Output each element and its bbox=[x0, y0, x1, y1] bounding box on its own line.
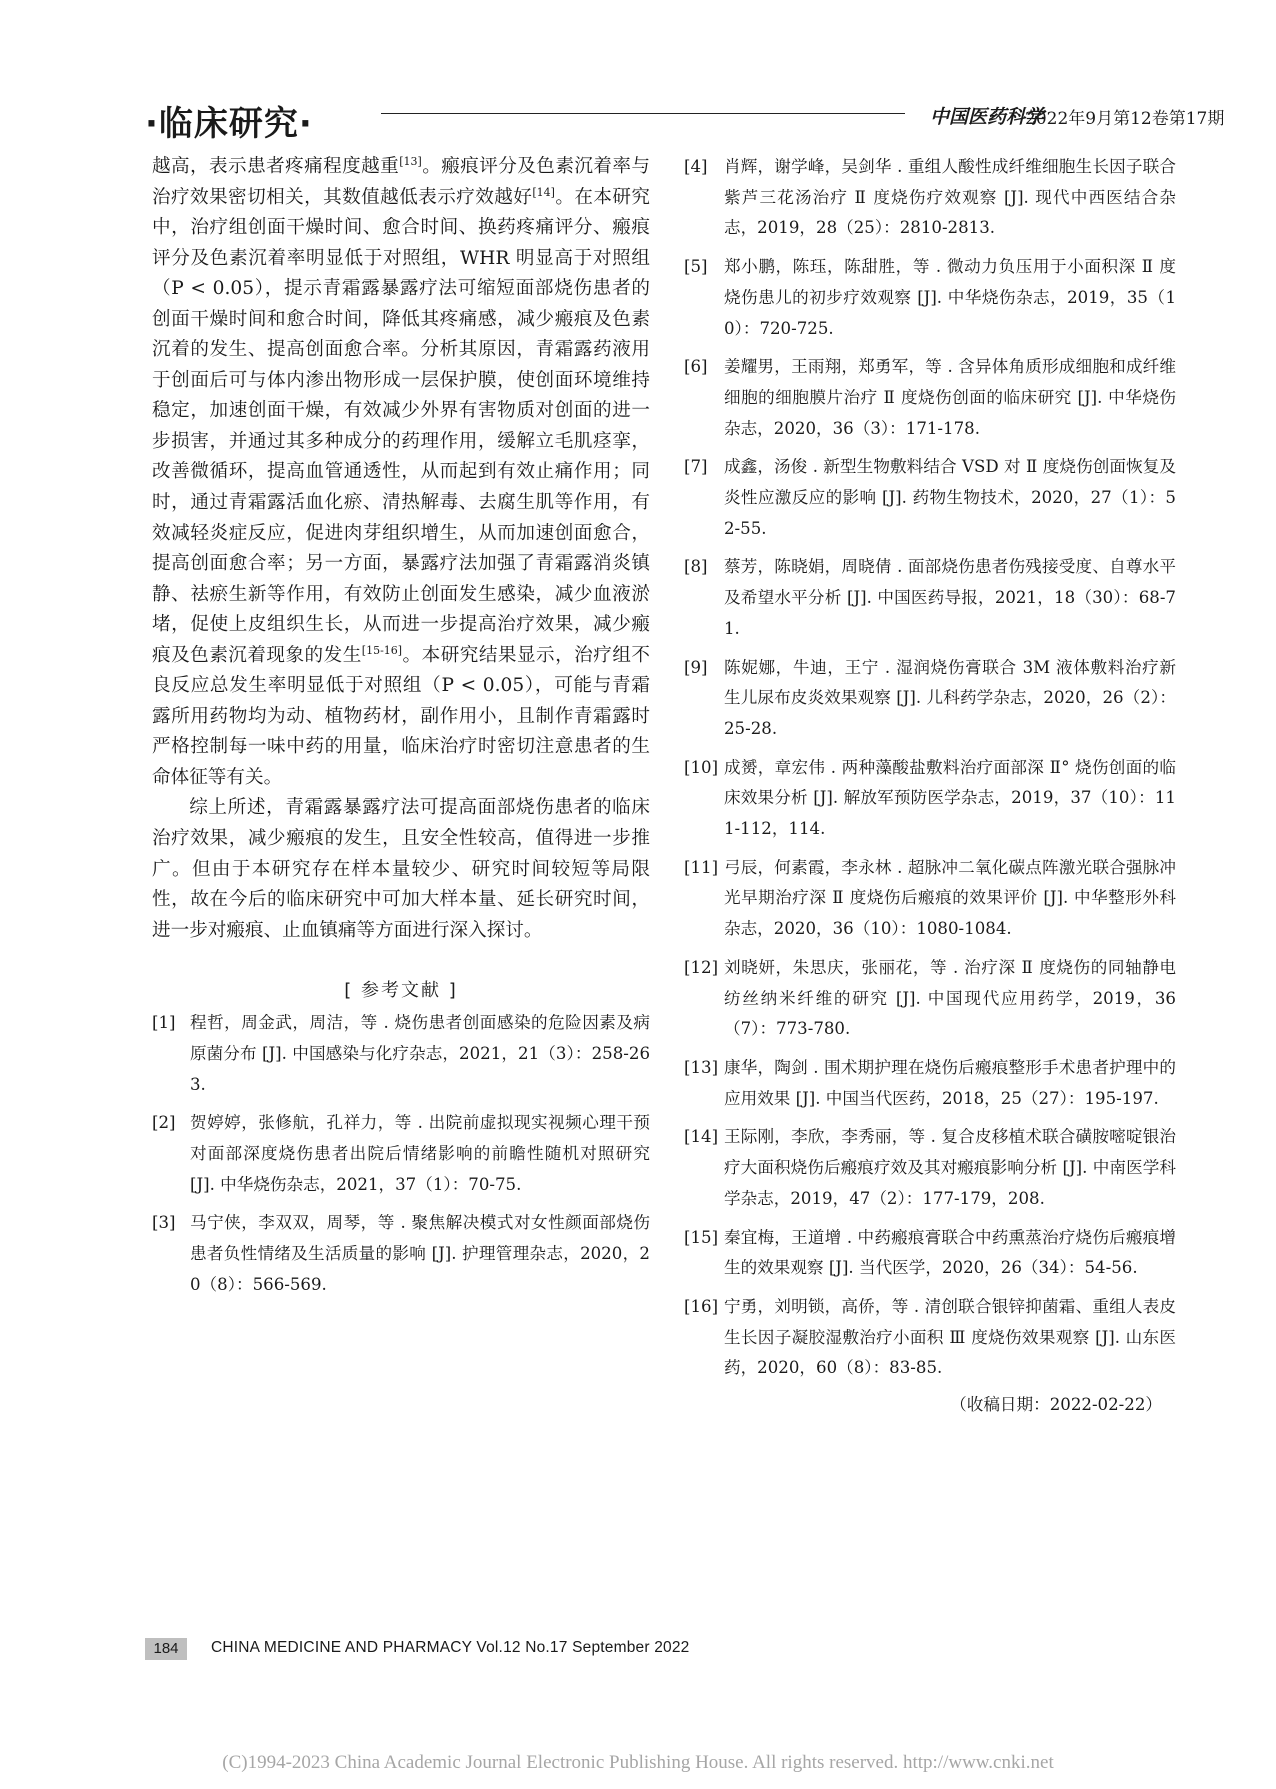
reference-item bbox=[684, 552, 1176, 644]
reference-item bbox=[684, 1053, 1176, 1114]
reference-text: 宁勇，刘明锁，高侨，等 . 清创联合银锌抑菌霜、重组人表皮生长因子凝胶湿敷治疗小面积 Ⅲ 度烧伤效果观察 [J]. 山东医药，2020，60（8）：83-85. bbox=[724, 1296, 1176, 1378]
reference-text: 弓辰，何素霞，李永林 . 超脉冲二氧化碳点阵激光联合强脉冲光早期治疗深 Ⅱ 度烧伤后瘢痕的效果评价 [J]. 中华整形外科杂志，2020，36（10）：1080-1084. bbox=[724, 857, 1176, 939]
reference-item bbox=[684, 452, 1176, 544]
header-rule bbox=[381, 113, 905, 114]
reference-text: 秦宜梅，王道增 . 中药瘢痕膏联合中药熏蒸治疗烧伤后瘢痕增生的效果观察 [J]. 当代医学，2020，26（34）：54-56. bbox=[724, 1227, 1176, 1278]
reference-number: [12] bbox=[684, 957, 719, 977]
body-paragraph-1 bbox=[152, 152, 650, 793]
reference-text: 肖辉，谢学峰，吴剑华 . 重组人酸性成纤维细胞生长因子联合紫芦三花汤治疗 Ⅱ 度烧伤疗效观察 [J]. 现代中西医结合杂志，2019，28（25）：2810-2813. bbox=[724, 157, 1176, 238]
reference-text: 蔡芳，陈晓娟，周晓倩 . 面部烧伤患者伤残接受度、自尊水平及希望水平分析 [J]. 中国医药导报，2021，18（30）：68-71. bbox=[724, 557, 1176, 638]
body-text-segment: 。本研究结果显示，治疗组不良反应总发生率明显低于对照组（P < 0.05），可能与青霜露所用药物均为动、植物药材，副作用小，且制作青霜露时严格控制每一味中药的用量，临床治疗时密切注意患者的生命体征等有关。 bbox=[152, 644, 650, 788]
page-number: 184 bbox=[145, 1638, 187, 1660]
body-text-segment: 越高，表示患者疼痛程度越重 bbox=[152, 156, 400, 177]
copyright-notice: (C)1994-2023 China Academic Journal Electronic Publishing House. All rights reserved. http://www.cnki.net bbox=[222, 1752, 1054, 1773]
reference-number: [11] bbox=[684, 857, 719, 877]
reference-number: [10] bbox=[684, 757, 719, 777]
reference-number: [4] bbox=[684, 157, 708, 176]
reference-text: 成赟，章宏伟 . 两种藻酸盐敷料治疗面部深 Ⅱ° 烧伤创面的临床效果分析 [J]. 解放军预防医学杂志，2019，37（10）：111-112，114. bbox=[724, 757, 1176, 839]
reference-item bbox=[684, 953, 1176, 1045]
journal-logo: 中国医药科学 bbox=[930, 106, 1045, 128]
left-column bbox=[152, 152, 650, 1309]
citation-mark: [13] bbox=[399, 154, 422, 168]
reference-text: 姜耀男，王雨翔，郑勇军，等 . 含异体角质形成细胞和成纤维细胞的细胞膜片治疗 Ⅱ 度烧伤创面的临床研究 [J]. 中华烧伤杂志，2020，36（3）：171-178. bbox=[724, 357, 1176, 438]
reference-item bbox=[152, 1208, 650, 1300]
reference-number: [9] bbox=[684, 657, 708, 677]
page-header bbox=[145, 96, 1225, 144]
reference-item bbox=[684, 853, 1176, 945]
reference-item bbox=[684, 1122, 1176, 1214]
references-heading: [ 参考文献 ] bbox=[344, 980, 458, 1002]
references-list-right bbox=[684, 152, 1176, 1384]
reference-number: [1] bbox=[152, 1013, 176, 1033]
reference-item bbox=[684, 152, 1176, 244]
body-paragraph-2: 综上所述，青霜露暴露疗法可提高面部烧伤患者的临床治疗效果，减少瘢痕的发生，且安全性较高，值得进一步推广。但由于本研究存在样本量较少、研究时间较短等局限性，故在今后的临床研究中可加大样本量、延长研究时间，进一步对瘢痕、止血镇痛等方面进行深入探讨。 bbox=[152, 797, 650, 941]
reference-item bbox=[152, 1108, 650, 1200]
reference-number: [13] bbox=[684, 1057, 719, 1077]
reference-text: 程哲，周金武，周洁，等 . 烧伤患者创面感染的危险因素及病原菌分布 [J]. 中国感染与化疗杂志，2021，21（3）：258-263. bbox=[190, 1013, 650, 1094]
reference-text: 成鑫，汤俊 . 新型生物敷料结合 VSD 对 Ⅱ 度烧伤创面恢复及炎性应激反应的影响 [J]. 药物生物技术，2020，27（1）：52-55. bbox=[724, 457, 1176, 538]
reference-item bbox=[152, 1008, 650, 1100]
reference-number: [2] bbox=[152, 1113, 176, 1133]
reference-number: [7] bbox=[684, 457, 708, 477]
references-list-left bbox=[152, 1008, 650, 1300]
received-date: （收稿日期：2022-02-22） bbox=[950, 1395, 1162, 1415]
body-text-segment: 。瘢痕评分及色素沉着率与治疗效果密切相关，其数值越低表示疗效越好 bbox=[152, 156, 650, 208]
reference-item bbox=[684, 653, 1176, 745]
reference-text: 贺婷婷，张修航，孔祥力，等 . 出院前虚拟现实视频心理干预对面部深度烧伤患者出院后情绪影响的前瞻性随机对照研究 [J]. 中华烧伤杂志，2021，37（1）：70-75. bbox=[190, 1113, 650, 1194]
reference-item bbox=[684, 1292, 1176, 1384]
reference-text: 康华，陶剑 . 围术期护理在烧伤后瘢痕整形手术患者护理中的应用效果 [J]. 中国当代医药，2018，25（27）：195-197. bbox=[724, 1057, 1176, 1108]
reference-text: 马宁侠，李双双，周琴，等 . 聚焦解决模式对女性颜面部烧伤患者负性情绪及生活质量的影响 [J]. 护理管理杂志，2020，20（8）：566-569. bbox=[190, 1213, 650, 1294]
reference-text: 陈妮娜，牛迪，王宁 . 湿润烧伤膏联合 3M 液体敷料治疗新生儿尿布皮炎效果观察 [J]. 儿科药学杂志，2020，26（2）：25-28. bbox=[724, 657, 1176, 738]
reference-number: [15] bbox=[684, 1227, 719, 1247]
reference-item bbox=[684, 252, 1176, 344]
reference-text: 刘晓妍，朱思庆，张丽花，等 . 治疗深 Ⅱ 度烧伤的同轴静电纺丝纳米纤维的研究 [J]. 中国现代应用药学，2019，36（7）：773-780. bbox=[724, 957, 1176, 1039]
page-footer bbox=[145, 1638, 845, 1662]
reference-number: [6] bbox=[684, 357, 708, 377]
right-column bbox=[684, 152, 1176, 1421]
body-text-segment: 。在本研究中，治疗组创面干燥时间、愈合时间、换药疼痛评分、瘢痕评分及色素沉着率明显低于对照组，WHR 明显高于对照组（P < 0.05），提示青霜露暴露疗法可缩短面部烧伤患者的创面干燥时间和愈合时间，降低其疼痛感，减少瘢痕及色素沉着的发生、提高创面愈合率。分析其原因，青霜露药液用于创面后可与体内渗出物形成一层保护膜，使创面环境维持稳定，加速创面干燥，有效减少外界有害物质对创面的进一步损害，并通过其多种成分的药理作用，缓解立毛肌痉挛，改善微循环，提高血管通透性，从而起到有效止痛作用；同时，通过青霜露活血化瘀、清热解毒、去腐生肌等作用，有效减轻炎症反应，促进肉芽组织增生，从而加速创面愈合，提高创面愈合率；另一方面，暴露疗法加强了青霜露消炎镇静、祛瘀生新等作用，有效防止创面发生感染，减少血液淤堵，促使上皮组织生长，从而进一步提高治疗效果，减少瘢痕及色素沉着现象的发生 bbox=[152, 186, 650, 666]
reference-item bbox=[684, 753, 1176, 845]
reference-text: 郑小鹏，陈珏，陈甜胜，等 . 微动力负压用于小面积深 Ⅱ 度烧伤患儿的初步疗效观察 [J]. 中华烧伤杂志，2019，35（10）：720-725. bbox=[724, 257, 1176, 338]
reference-number: [16] bbox=[684, 1296, 719, 1316]
reference-number: [14] bbox=[684, 1127, 719, 1147]
reference-item bbox=[684, 352, 1176, 444]
reference-text: 王际刚，李欣，李秀丽，等 . 复合皮移植术联合磺胺嘧啶银治疗大面积烧伤后瘢痕疗效及其对瘢痕影响分析 [J]. 中南医学科学杂志，2019，47（2）：177-179，208. bbox=[724, 1127, 1176, 1208]
reference-item bbox=[684, 1223, 1176, 1284]
reference-number: [8] bbox=[684, 557, 708, 577]
footer-journal: CHINA MEDICINE AND PHARMACY Vol.12 No.17 September 2022 bbox=[211, 1639, 690, 1656]
issue-info: 2022年9月第12卷第17期 bbox=[1025, 109, 1225, 129]
section-title: ·临床研究· bbox=[145, 104, 313, 144]
reference-number: [5] bbox=[684, 257, 708, 277]
citation-mark: [14] bbox=[532, 185, 555, 199]
citation-mark: [15-16] bbox=[361, 643, 403, 657]
reference-number: [3] bbox=[152, 1213, 176, 1233]
